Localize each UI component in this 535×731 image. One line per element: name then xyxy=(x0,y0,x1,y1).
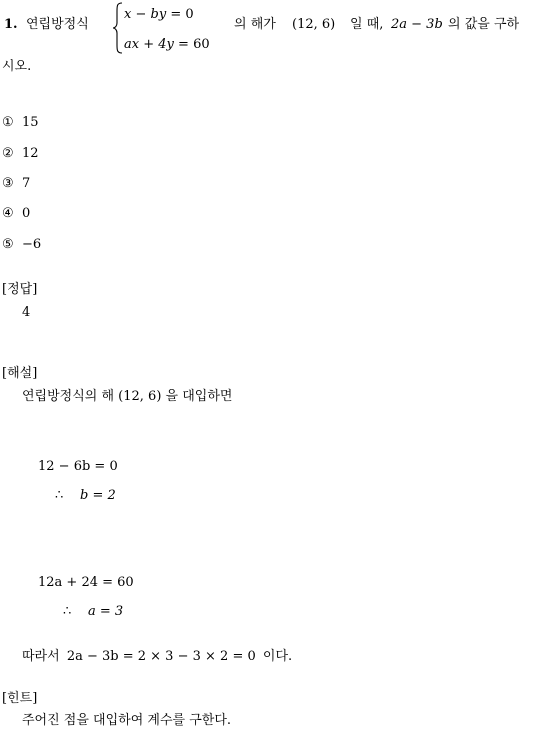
option-4: ④ 0 xyxy=(2,206,31,221)
question-text-1: 의 해가 xyxy=(234,17,276,32)
explanation-equation-2: 12a + 24 = 60 xyxy=(38,575,134,590)
option-2: ② 12 xyxy=(2,146,39,161)
hint-text: 주어진 점을 대입하여 계수를 구한다. xyxy=(22,713,232,728)
explanation-intro: 연립방정식의 해 (12, 6) 을 대입하면 xyxy=(22,389,233,404)
explanation-result-1: b = 2 xyxy=(80,488,116,503)
explanation-result-2: a = 3 xyxy=(88,604,124,619)
explanation-conclusion: 따라서 2a − 3b = 2 × 3 − 3 × 2 = 0 이다. xyxy=(22,649,293,664)
answer-label: [정답] xyxy=(2,282,38,297)
system-brace xyxy=(112,2,124,54)
option-1: ① 15 xyxy=(2,115,39,130)
explanation-equation-1: 12 − 6b = 0 xyxy=(38,459,118,474)
option-3: ③ 7 xyxy=(2,176,31,191)
question-text-2: 일 때, xyxy=(350,17,384,32)
question-expression: 2a − 3b xyxy=(391,17,443,32)
explanation-label: [해설] xyxy=(2,366,38,381)
system-equation-1: x − by = 0 xyxy=(124,7,194,22)
answer-value: 4 xyxy=(22,305,31,320)
option-5: ⑤ −6 xyxy=(2,237,42,252)
therefore-symbol-1: ∴ xyxy=(55,488,64,503)
question-text-3: 의 값을 구하 xyxy=(448,17,520,32)
system-equation-2: ax + 4y = 60 xyxy=(124,37,210,52)
question-lead: 연립방정식 xyxy=(26,17,89,32)
question-text-4: 시오. xyxy=(2,59,32,74)
question-number: 1. xyxy=(4,17,18,32)
therefore-symbol-2: ∴ xyxy=(63,604,72,619)
question-point: (12, 6) xyxy=(292,17,336,32)
hint-label: [힌트] xyxy=(2,691,38,706)
